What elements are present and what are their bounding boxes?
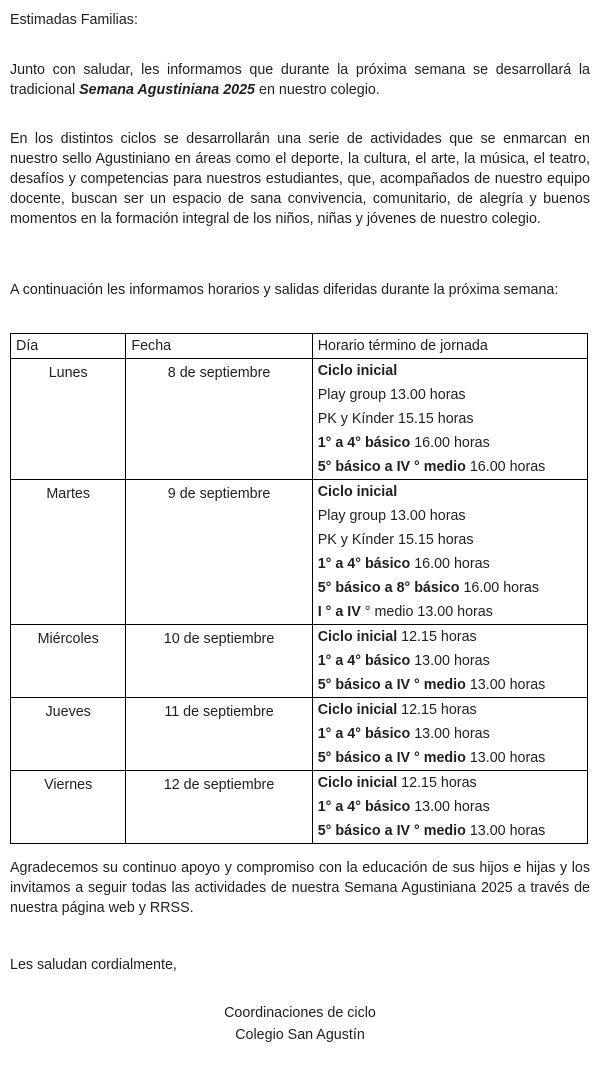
- date-cell: [126, 698, 312, 771]
- date-cell: [126, 625, 312, 698]
- schedule-cell: [312, 698, 587, 771]
- table-row: [11, 625, 588, 698]
- schedule-line: [318, 795, 587, 819]
- header-day: Día: [11, 334, 126, 359]
- schedule-line: [318, 722, 587, 746]
- header-date: Fecha: [126, 334, 312, 359]
- intro-text-before: Junto con saludar, les informamos que durante la próxima semana se desarrollará la tradicional: [10, 62, 590, 98]
- date-label: 9 de septiembre: [167, 486, 271, 502]
- event-name: Semana Agustiniana 2025: [79, 82, 256, 98]
- schedule-level: Ciclo inicial: [317, 702, 398, 718]
- schedule-time: ° medio 13.00 horas: [360, 604, 493, 620]
- schedule-time: Play group 13.00 horas: [317, 508, 466, 524]
- schedule-time: 16.00 horas: [465, 459, 546, 475]
- schedule-level: Ciclo inicial: [317, 484, 398, 500]
- regards: Les saludan cordialmente,: [10, 957, 177, 973]
- header-schedule: Horario término de jornada: [312, 334, 587, 359]
- schedule-line: [318, 383, 587, 407]
- schedule-line: [318, 359, 587, 383]
- schedule-line: [318, 552, 587, 576]
- day-label: Miércoles: [37, 631, 99, 647]
- date-label: 10 de septiembre: [163, 631, 275, 647]
- schedule-time: 13.00 horas: [410, 799, 490, 815]
- day-label: Jueves: [45, 704, 91, 720]
- signature: [10, 1002, 590, 1046]
- schedule-level: I ° a IV: [317, 604, 361, 620]
- schedule-level: 1° a 4° básico: [317, 556, 411, 572]
- schedule-time: 12.15 horas: [397, 702, 477, 718]
- day-cell: [11, 771, 126, 844]
- schedule-level: 5° básico a IV ° medio: [317, 823, 466, 839]
- schedule-level: 5° básico a 8° básico: [317, 580, 460, 596]
- schedule-line: [318, 673, 587, 697]
- schedule-time: 13.00 horas: [465, 750, 546, 766]
- table-header-row: [11, 334, 588, 359]
- schedule-cell: [312, 771, 587, 844]
- date-label: 12 de septiembre: [163, 777, 275, 793]
- schedule-level: 1° a 4° básico: [317, 726, 411, 742]
- schedule-time: 13.00 horas: [465, 677, 546, 693]
- schedule-line: [318, 771, 587, 795]
- schedule-line: [318, 455, 587, 479]
- closing-paragraph: Agradecemos su continuo apoyo y compromiso con la educación de sus hijos e hijas y los invitamos a seguir todas las actividades de nuestra Semana Agustiniana 2025 a través de nuestra página web y RRSS.: [10, 860, 590, 916]
- day-cell: [11, 698, 126, 771]
- date-cell: [126, 771, 312, 844]
- table-row: [11, 698, 588, 771]
- schedule-time: PK y Kínder 15.15 horas: [317, 532, 474, 548]
- schedule-level: Ciclo inicial: [317, 775, 398, 791]
- schedule-line: [318, 576, 587, 600]
- schedule-body: [11, 359, 588, 844]
- schedule-time: 12.15 horas: [397, 629, 477, 645]
- day-cell: [11, 625, 126, 698]
- table-row: [11, 359, 588, 480]
- schedule-time: 13.00 horas: [465, 823, 546, 839]
- schedule-line: [318, 746, 587, 770]
- schedule-table: [10, 333, 588, 844]
- table-row: [11, 480, 588, 625]
- schedule-line: [318, 504, 587, 528]
- schedule-time: 12.15 horas: [397, 775, 477, 791]
- day-label: Viernes: [44, 777, 93, 793]
- day-label: Lunes: [48, 365, 88, 381]
- date-label: 8 de septiembre: [167, 365, 271, 381]
- schedule-line: [318, 819, 587, 843]
- schedule-level: 5° básico a IV ° medio: [317, 750, 466, 766]
- schedule-level: 1° a 4° básico: [317, 653, 411, 669]
- schedule-cell: [312, 359, 587, 480]
- schedule-time: 16.00 horas: [410, 556, 490, 572]
- schedule-level: Ciclo inicial: [317, 363, 398, 379]
- schedule-time: 13.00 horas: [410, 653, 490, 669]
- table-row: [11, 771, 588, 844]
- schedule-line: [318, 431, 587, 455]
- schedule-line: [318, 698, 587, 722]
- schedule-time: 16.00 horas: [459, 580, 539, 596]
- date-cell: [126, 359, 312, 480]
- schedule-level: 1° a 4° básico: [317, 435, 411, 451]
- signature-line-2: Colegio San Agustín: [235, 1027, 365, 1043]
- schedule-line: [318, 528, 587, 552]
- intro-text-after: en nuestro colegio.: [255, 82, 380, 98]
- schedule-line: [318, 600, 587, 624]
- schedule-time: Play group 13.00 horas: [317, 387, 466, 403]
- schedule-time: 13.00 horas: [410, 726, 490, 742]
- day-cell: [11, 480, 126, 625]
- schedule-level: 5° básico a IV ° medio: [317, 677, 466, 693]
- date-cell: [126, 480, 312, 625]
- schedule-time: PK y Kínder 15.15 horas: [317, 411, 474, 427]
- greeting: Estimadas Familias:: [10, 12, 138, 28]
- schedule-cell: [312, 625, 587, 698]
- schedule-cell: [312, 480, 587, 625]
- schedule-level: 5° básico a IV ° medio: [317, 459, 466, 475]
- schedule-line: [318, 480, 587, 504]
- intro-paragraph: [10, 60, 590, 100]
- schedule-line: [318, 625, 587, 649]
- schedule-level: Ciclo inicial: [317, 629, 398, 645]
- schedule-line: [318, 407, 587, 431]
- schedule-intro: A continuación les informamos horarios y salidas diferidas durante la próxima semana:: [10, 282, 559, 298]
- schedule-time: 16.00 horas: [410, 435, 490, 451]
- schedule-level: 1° a 4° básico: [317, 799, 411, 815]
- day-label: Martes: [46, 486, 91, 502]
- day-cell: [11, 359, 126, 480]
- date-label: 11 de septiembre: [164, 704, 274, 720]
- schedule-line: [318, 649, 587, 673]
- signature-line-1: Coordinaciones de ciclo: [224, 1005, 376, 1021]
- activities-paragraph: En los distintos ciclos se desarrollarán una serie de actividades que se enmarcan en nuestro sello Agustiniano en áreas como el deporte, la cultura, el arte, la música, el teatro, desafíos y competencias para nuestros estudiantes, que, acompañados de nuestro equipo docente, buscan ser un espacio de sana convivencia, comunitario, de alegría y buenos momentos en la formación integral de los niños, niñas y jóvenes de nuestro colegio.: [10, 131, 590, 227]
